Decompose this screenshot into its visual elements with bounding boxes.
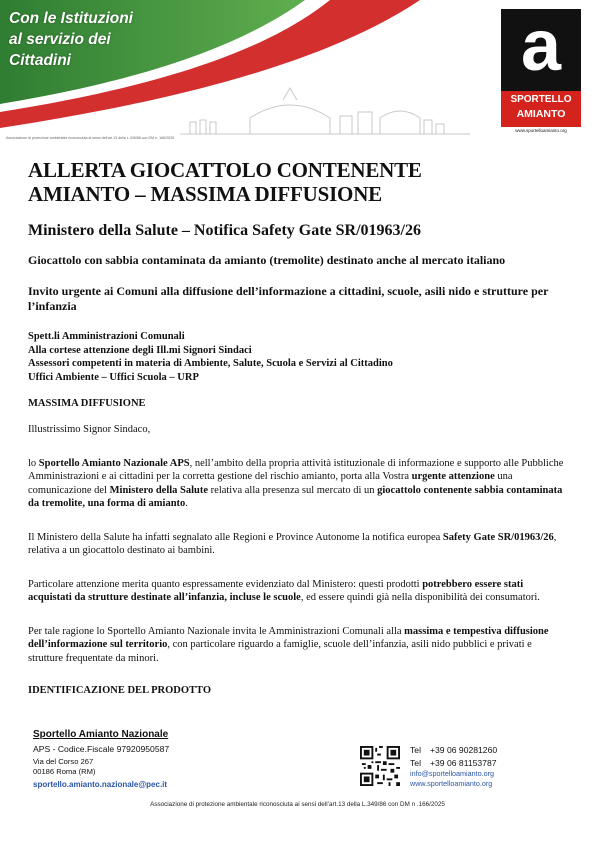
emphasis: Safety Gate SR/01963/26 <box>442 531 554 543</box>
logo-letter: a <box>520 6 562 86</box>
slogan-line: Con le Istituzioni <box>9 10 133 27</box>
slogan-line: al servizio dei <box>9 31 111 48</box>
text: , ed essere quindi già nella disponibilità dei consumatori. <box>300 592 540 603</box>
email-link[interactable]: info@sportelloamianto.org <box>410 769 495 778</box>
emphasis: giocattolo contenente sabbia contaminata da tremolite, una forma di amianto <box>28 484 563 509</box>
emphasis: Sportello Amianto Nazionale APS <box>38 457 190 469</box>
phone-label: Tel <box>410 758 421 768</box>
salutation: Illustrissimo Signor Sindaco, <box>28 424 151 435</box>
emphasis: Ministero della Salute <box>109 484 209 496</box>
phone-block <box>410 744 497 757</box>
header-note: Associazione di protezione ambientale riconosciuta ai sensi dell'art.13 della L.349/86 con DM n. 166/2025 <box>6 136 175 140</box>
section-heading-product-id: IDENTIFICAZIONE DEL PRODOTTO <box>28 685 212 696</box>
paragraph-attention <box>28 578 569 605</box>
org-fiscal-code: APS - Codice.Fiscale 97920950587 <box>33 744 170 754</box>
emphasis: urgente attenzione <box>411 471 495 482</box>
lead-summary: Giocattolo con sabbia contaminata da amianto (tremolite) destinato anche al mercato italiano <box>28 253 506 267</box>
phone-row <box>410 744 497 757</box>
qr-code-icon[interactable] <box>360 746 400 786</box>
text: Particolare attenzione merita quanto espressamente evidenziato dal Ministero: questi prodotti <box>28 578 423 590</box>
logo-site: www.sportelloamianto.org <box>515 128 567 133</box>
paragraph-invitation <box>28 625 569 666</box>
text: , relativa a un giocattolo destinato ai bambini. <box>28 531 557 556</box>
letter-footer <box>0 726 595 841</box>
phone-number[interactable]: +39 06 81153787 <box>430 758 497 768</box>
logo-black-block <box>501 6 581 91</box>
addressee-line: Spett.li Amministrazioni Comunali <box>28 331 185 342</box>
paragraph-intro <box>28 457 569 511</box>
addressee-line: Assessori competenti in materia di Ambiente, Salute, Scuola e Servizi al Cittadino <box>28 358 393 369</box>
slogan <box>9 8 133 71</box>
phone-number[interactable]: +39 06 90281260 <box>430 745 498 755</box>
slogan-line: Cittadini <box>9 52 71 69</box>
addressees-block <box>28 330 569 384</box>
logo-red-band <box>501 91 581 127</box>
org-city: 00186 Roma (RM) <box>33 767 96 776</box>
logo-line1: SPORTELLO <box>510 94 572 105</box>
text: una comunicazione del <box>28 471 513 496</box>
org-street: Via del Corso 267 <box>33 757 94 766</box>
document-title <box>28 158 569 206</box>
association-note: Associazione di protezione ambientale riconosciuta ai sensi dell’art.13 della L.349/86 con DM n .166/2025 <box>150 801 445 808</box>
letter-body <box>28 158 569 696</box>
title-line: ALLERTA GIOCATTOLO CONTENENTE <box>28 158 422 182</box>
org-name: Sportello Amianto Nazionale <box>33 729 169 740</box>
text: , con particolare riguardo a famiglie, scuole dell’infanzia, asili nido pubblici e privati e strutture frequentate da minori. <box>28 639 532 664</box>
text: Il Ministero della Salute ha infatti segnalato alle Regioni e Province Autonome la notifica europea <box>28 531 443 543</box>
paragraph-safety-gate <box>28 531 569 558</box>
text: lo <box>28 457 39 469</box>
emphasis: massima e tempestiva diffusione dell’informazione sul territorio <box>28 625 549 650</box>
sportello-amianto-logo <box>501 6 581 133</box>
logo-line2: AMIANTO <box>516 108 566 120</box>
text: , nell’ambito della propria attività istituzionale di informazione e supporto alle Pubbliche Amministrazioni e ai cittadini per la corretta gestione del rischio amianto, porta alla Vostra <box>28 457 564 482</box>
massima-diffusione-label: MASSIMA DIFFUSIONE <box>28 398 146 409</box>
text: Per tale ragione lo Sportello Amianto Nazionale invita le Amministrazioni Comunali alla <box>28 625 405 637</box>
lead-invitation: Invito urgente ai Comuni alla diffusione dell’informazione a cittadini, scuole, asili nido e strutture per l’infanzia <box>28 284 549 313</box>
pec-email-link[interactable]: sportello.amianto.nazionale@pec.it <box>33 780 168 789</box>
emphasis: potrebbero essere stati acquistati da strutture destinate all’infanzia, incluse le scuole <box>28 578 524 603</box>
title-line: AMIANTO – MASSIMA DIFFUSIONE <box>28 182 382 206</box>
document-subtitle: Ministero della Salute – Notifica Safety Gate SR/01963/26 <box>28 222 421 239</box>
website-link[interactable]: www.sportelloamianto.org <box>410 779 493 788</box>
text: relativa alla presenza sul mercato di un <box>208 484 378 496</box>
text: . <box>185 498 188 509</box>
rome-skyline-outline <box>180 88 470 134</box>
letterhead-banner <box>0 0 595 146</box>
phone-label: Tel <box>410 745 421 755</box>
addressee-line: Alla cortese attenzione degli Ill.mi Signori Sindaci <box>28 344 252 356</box>
addressee-line: Uffici Ambiente – Uffici Scuola – URP <box>28 371 199 383</box>
